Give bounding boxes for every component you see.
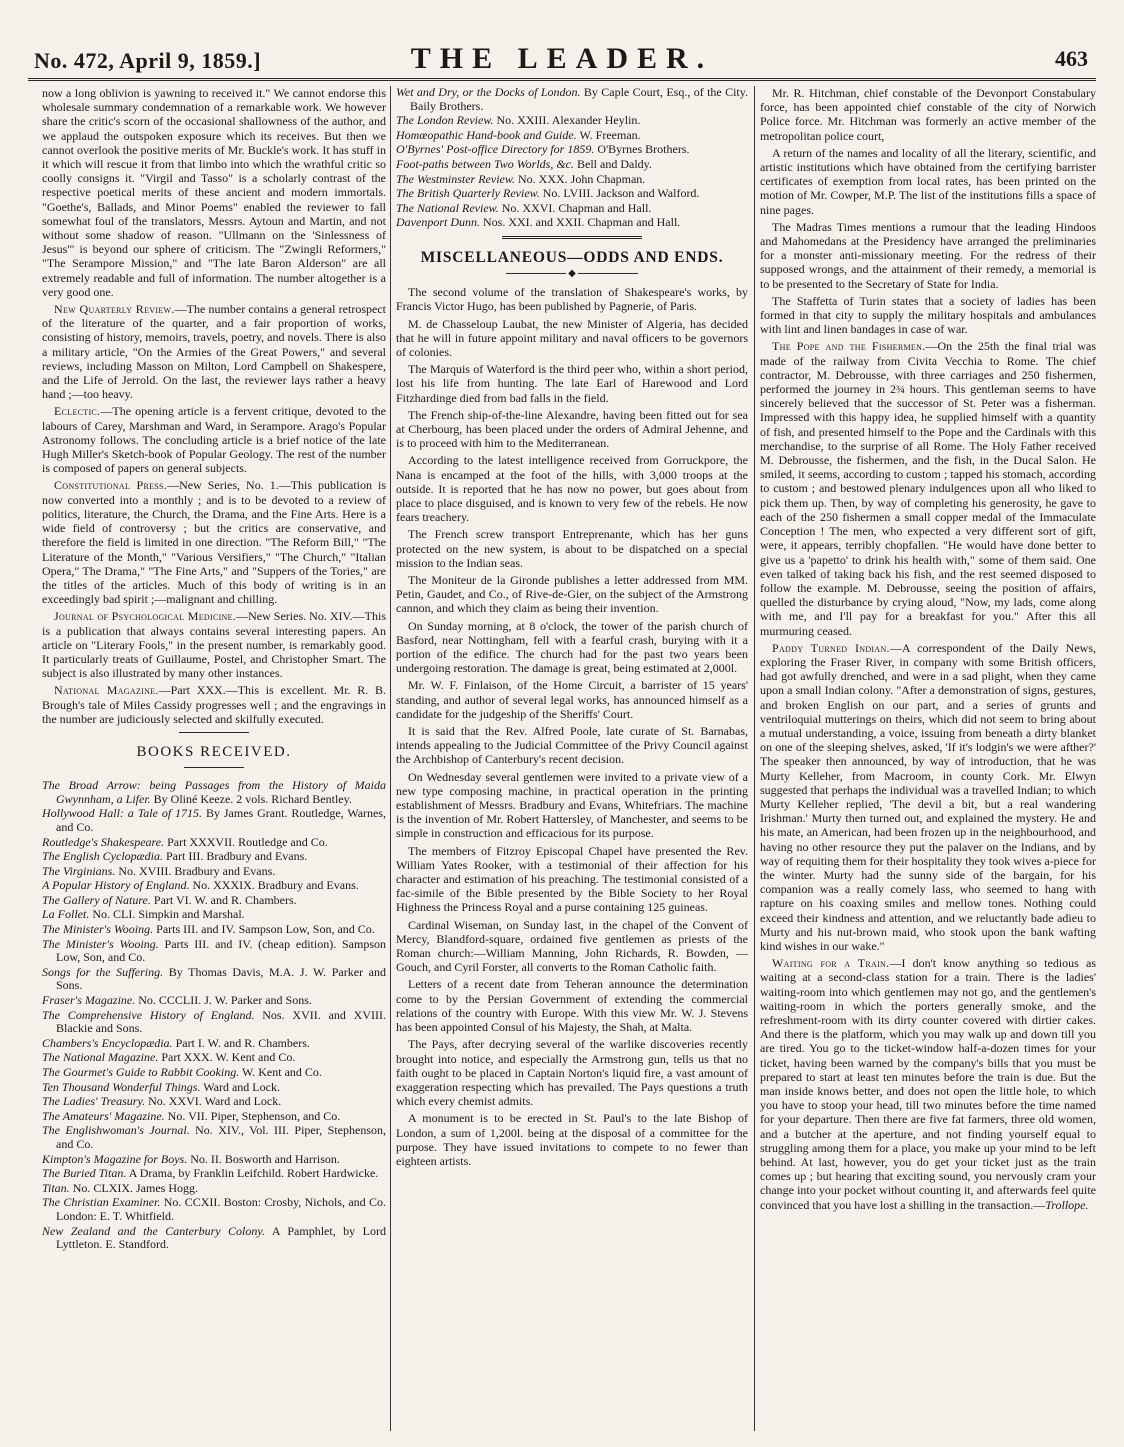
misc-paragraph: The Marquis of Waterford is the third peer who, within a short period, lost his life from hunting. The late Earl of Harewood and Lord Fitzhardinge died from bad falls in the field.: [396, 362, 748, 405]
misc-paragraph: On Wednesday several gentlemen were invited to a private view of a new type composing machine, in practical operation in the printing establishment of Messrs. Bradbury and Evans, Whitefriars. The machine is the invention of Mr. Robert Hattersley, of Manchester, and seems to be simple in construction and efficacious for its purpose.: [396, 769, 748, 841]
review-paragraph: [42, 404, 386, 475]
book-entry: [42, 894, 386, 908]
book-title: The Broad Arrow: being Passages from the History of Maida Gwynnham, a Lifer.: [42, 778, 386, 806]
book-publisher: Part III. Bradbury and Evans.: [166, 849, 308, 864]
news-signature: Trollope.: [1045, 1197, 1089, 1212]
book-title: Homœopathic Hand-book and Guide.: [396, 127, 577, 142]
book-title: Chambers's Encyclopædia.: [42, 1035, 173, 1050]
book-title: The Englishwoman's Journal.: [42, 1123, 190, 1138]
book-publisher: Part XXXVII. Routledge and Co.: [167, 834, 328, 849]
book-publisher: Bell and Daldy.: [577, 156, 652, 171]
book-entry: [42, 850, 386, 864]
book-title: The Ladies' Treasury.: [42, 1094, 146, 1109]
book-title: Hollywood Hall: a Tale of 1715.: [42, 806, 203, 821]
article-paragraph: now a long oblivion is yawning to received it." We cannot endorse this wholesale summary condemnation of a remarkable work. We however share the critic's scorn of the occasional shallowness of the author, and we applaud the outspoken exposure which its receives. But then we cannot overlook the positive merits of Mr. Buckle's work. It has stuff in it which will rescue it from that limbo into which the wrathful critic so coolly consigns it. "Virgil and Tasso" is a scholarly contrast of the respective poetical merits of these ancient and modern immortals. "Goethe's, Ballads, and Minor Poems" enabled the reviewer to fall somewhat foul of the translators, Messrs. Aytoun and Martin, and not without some shadow of reason. "Ullmann on the 'Sinlessness of Jesus'" is beyond our sphere of criticism. The "Zwingli Reformers," "The Serampore Mission," and "The late Baron Alderson" are all extremely readable and full of information. The number altogether is a very good one.: [42, 86, 386, 299]
book-title: Titan.: [42, 1180, 70, 1195]
review-lead: Constitutional Press.: [54, 478, 168, 493]
review-paragraph: [42, 478, 386, 606]
book-title: The Westminster Review.: [396, 171, 515, 186]
books-received-heading: BOOKS RECEIVED.: [136, 743, 292, 760]
section-divider: [179, 732, 249, 733]
book-publisher: A Pamphlet, by Lord Lyttleton. E. Standford.: [56, 1223, 386, 1252]
misc-heading: MISCELLANEOUS—ODDS AND ENDS.: [420, 248, 724, 266]
review-lead: National Magazine.: [54, 683, 159, 698]
section-divider: [502, 236, 642, 239]
news-paragraph: Mr. R. Hitchman, chief constable of the Devonport Constabulary force, has been appointed chief constable of the city of Norwich Police force. Mr. Hitchman was formerly an active member of the metropolitan police court,: [760, 86, 1096, 143]
book-entry: [396, 114, 748, 128]
book-publisher: No. CLXIX. James Hogg.: [72, 1180, 199, 1195]
book-entry: [42, 1225, 386, 1252]
book-title: La Follet.: [42, 907, 90, 922]
book-title: Fraser's Magazine.: [42, 993, 136, 1008]
book-publisher: No. XXVI. Ward and Lock.: [148, 1094, 282, 1109]
book-entry: [42, 923, 386, 937]
review-lead: Journal of Psychological Medicine.: [54, 609, 237, 624]
book-publisher: Nos. XXI. and XXII. Chapman and Hall.: [483, 215, 681, 230]
book-entry: [42, 1110, 386, 1124]
book-publisher: W. Freeman.: [579, 127, 641, 142]
column-3: [760, 86, 1096, 1438]
book-publisher: W. Kent and Co.: [242, 1065, 322, 1080]
misc-paragraph: Letters of a recent date from Teheran announce the determination come to by the Persian Government of extending the commercial relations of the country with Europe. With this view Mr. W. J. Stevens has been appointed Consul of his Majesty, the Shah, at Malta.: [396, 977, 748, 1035]
review-text: —New Series. No. XIV.—This is a publication that always contains several interesting papers. An article on "Literary Fools," in the present number, is remarkably good. It particularly treats of Guillaume, Postel, and Christopher Smart. The subject is also illustrated by many other instances.: [42, 609, 386, 681]
news-text: —On the 25th the final trial was made of the railway from Civita Vecchia to Rome. The chief contractor, M. Debrousse, with three carriages and 250 fishermen, performed the journey in 2¾ hours. This gentleman seems to have sincerely believed that the successor of St. Peter was a fisherman. Impressed with this happy idea, he supplied himself with a quantity of fish, and presented himself to the Pope and the Cardinals with this merchandise, to the surprise of all Rome. The Holy Father received M. Debrousse, the fishermen, and the fish, in the Ducal Salon. He smiled, it seems, according to custom ; tapped his stomach, according to custom ; and bestowed plenary indulgences upon all who liked to pick them up. Then, by way of completing his generosity, he gave to each of the 250 fishermen a small copper medal of the Immaculate Conception ! The men, who expected a very different sort of gift, were, it appears, terribly chopfallen. "He would have done better to give us a 'papetto' to drink his health with," some of them said. One even talked of taking back his fish, and the rest seemed disposed to follow the example. M. Debrousse, seeing the position of affairs, quelled the disturbance by crying aloud, "Now, my lads, come along with me, and I'll pay for a breakfast for you." After this all murmuring ceased.: [760, 339, 1096, 638]
news-text: —I don't know anything so tedious as waiting at a second-class station for a train. There is the ladies' waiting-room into which gentlemen may not go, and the gentlemen's waiting-room in which the porters generally smoke, and the refreshment-room with its dirty counter covered with dirtier cakes. And there is the platform, which you may walk up and down till you are tired. You go to the ticket-window half-a-dozen times for your ticket, having been warned by the company's bills that you must be prepared to start at least ten minutes before the train is due. But the man inside knows better, and does not open the little hole, to which you have to stoop your head, till two minutes before the time named for your departure. Then there are five fat farmers, three old women, and a butcher at the aperture, and not finding yourself equal to struggling among them for a place, you make up your mind to be left behind. At last, however, you do get your ticket just as the train comes up ; but hearing that exciting sound, you nervously cram your change into your pocket without counting it, and afterwards feel quite convinced that you have lost a shilling in the transaction.—: [760, 956, 1096, 1212]
review-text: —Part XXX.—This is excellent. Mr. R. B. Brough's tale of Miles Cassidy progresses well ; and the engravings in the number are judiciously selected and skilfully executed.: [42, 683, 386, 726]
review-text: —The number contains a general retrospect of the literature of the quarter, and a fair proportion of works, consisting of history, memoirs, travels, poetry, and novels. There is also a military article, "On the Armies of the Great Powers," and several reviews, including Masson on Milton, Lord Campbell on Shakespere, and the Life of Jerrold. On the last, the reviewer lays rather a heavy hand ;—too heavy.: [42, 302, 386, 402]
book-title: The Christian Examiner.: [42, 1195, 161, 1210]
column-rule-2: [754, 86, 755, 1431]
book-title: The Buried Titan.: [42, 1166, 127, 1181]
book-title: The Minister's Wooing.: [42, 922, 154, 937]
book-publisher: Part XXX. W. Kent and Co.: [161, 1050, 296, 1065]
column-2: [396, 86, 748, 1438]
book-title: The London Review.: [396, 113, 494, 128]
book-title: The National Review.: [396, 200, 499, 215]
column-rule-1: [390, 86, 391, 1431]
book-title: A Popular History of England.: [42, 878, 190, 893]
book-title: The Virginians.: [42, 863, 116, 878]
book-entry: [42, 779, 386, 806]
misc-paragraph: The Moniteur de la Gironde publishes a letter addressed from MM. Petin, Gaudet, and Co., of Rive-de-Gier, on the subject of the Armstrong cannon, and which they claim as being their invention.: [396, 573, 748, 616]
review-paragraph: [42, 302, 386, 401]
book-title: The Gourmet's Guide to Rabbit Cooking.: [42, 1065, 240, 1080]
book-title: Wet and Dry, or the Docks of London.: [396, 86, 581, 99]
book-entry: [42, 1009, 386, 1036]
misc-paragraph: M. de Chasseloup Laubat, the new Minister of Algeria, has decided that he will in future appoint military and naval officers to be governors of colonies.: [396, 316, 748, 359]
review-paragraph: [42, 683, 386, 726]
book-publisher: By Caple Court, Esq., of the City. Baily Brothers.: [410, 86, 748, 113]
book-entry: [42, 1066, 386, 1080]
masthead: [28, 14, 1096, 81]
book-publisher: No. II. Bosworth and Harrison.: [190, 1151, 340, 1166]
news-lead: Waiting for a Train.: [772, 956, 890, 971]
book-publisher: By Thomas Davis, M.A. J. W. Parker and Sons.: [56, 964, 386, 993]
book-publisher: Part I. W. and R. Chambers.: [175, 1035, 310, 1050]
book-entry: [42, 1167, 386, 1181]
book-entry: [42, 1051, 386, 1065]
review-text: —New Series, No. 1.—This publication is now converted into a monthly ; and is to be devoted to a review of politics, literature, the Church, the Drama, and the Fine Arts. Here is a wide field of controversy ; but the critics are conservative, and therefore the field is limited in one direction. "The Reform Bill," "The Literature of the Month," "Various Versifiers," "The Church," "Italian Opera," The Drama," "The Fine Arts," and "Suppers of the Tories," are the titles of the articles. Much of this body of writing is in an exceedingly bad spirit ;—malignant and chilling.: [42, 478, 386, 607]
book-entry: [42, 1037, 386, 1051]
book-title: Davenport Dunn.: [396, 215, 480, 230]
books-received-list-continued: [396, 86, 748, 230]
book-entry: [396, 216, 748, 230]
book-publisher: A Drama, by Franklin Leifchild. Robert Hardwicke.: [128, 1166, 379, 1181]
book-title: New Zealand and the Canterbury Colony.: [42, 1223, 266, 1238]
review-text: —The opening article is a fervent critique, devoted to the labours of Carey, Marshman and Ward, in Serampore. Arago's Popular Astronomy follows. The concluding article is a brief notice of the late Hugh Miller's Sketch-book of Popular Geology. The rest of the number is composed of papers on general subjects.: [42, 404, 386, 476]
book-title: The Comprehensive History of England.: [42, 1007, 255, 1022]
book-entry: [396, 202, 748, 216]
news-paragraph: [760, 641, 1096, 953]
book-entry: [396, 143, 748, 157]
book-title: Kimpton's Magazine for Boys.: [42, 1151, 188, 1166]
book-title: O'Byrnes' Post-office Directory for 1859.: [396, 142, 595, 157]
page-number: 463: [1055, 46, 1088, 71]
column-1: [42, 86, 386, 1438]
book-entry: [42, 1182, 386, 1196]
book-publisher: By James Grant. Routledge, Warnes, and Co.: [56, 806, 386, 834]
book-publisher: No. XIV., Vol. III. Piper, Stephenson, and Co.: [56, 1123, 386, 1151]
book-entry: [396, 86, 748, 113]
book-entry: [42, 994, 386, 1008]
book-entry: [42, 865, 386, 879]
misc-paragraph: The second volume of the translation of Shakespeare's works, by Francis Victor Hugo, has been published by Pagnerie, of Paris.: [396, 285, 748, 314]
misc-paragraph: The members of Fitzroy Episcopal Chapel have presented the Rev. William Yates Rooker, with a testimonial of their affection for his character and estimation of his preaching. The testimonial consisted of a fac-simile of the Bible presented by the Bible Society to her Royal Highness the Princess Royal and a purse containing 125 guineas.: [396, 843, 748, 915]
book-title: The Gallery of Nature.: [42, 892, 151, 907]
book-publisher: No. XVIII. Bradbury and Evans.: [118, 863, 276, 878]
book-publisher: No. LVIII. Jackson and Walford.: [542, 186, 700, 201]
book-title: Foot-paths between Two Worlds, &c.: [396, 156, 574, 171]
news-paragraph: [760, 339, 1096, 637]
book-title: The British Quarterly Review.: [396, 186, 540, 201]
book-title: Ten Thousand Wonderful Things.: [42, 1079, 201, 1094]
book-entry: [396, 187, 748, 201]
book-publisher: No. VII. Piper, Stephenson, and Co.: [167, 1108, 341, 1123]
book-publisher: No. XXXIX. Bradbury and Evans.: [192, 878, 359, 893]
review-lead: New Quarterly Review.: [54, 302, 175, 317]
misc-items: [396, 285, 748, 1168]
book-publisher: By Oliné Keeze. 2 vols. Richard Bentley.: [153, 791, 352, 806]
book-entry: [42, 908, 386, 922]
misc-paragraph: The French ship-of-the-line Alexandre, having been fitted out for sea at Cherbourg, has been placed under the orders of Admiral Jehenne, and is to proceed with him to the Mediterranean.: [396, 407, 748, 451]
book-entry: [396, 129, 748, 143]
misc-paragraph: On Sunday morning, at 8 o'clock, the tower of the parish church of Basford, near Nottingham, fell with a fearful crash, burying with it a portion of the edifice. The church had for the past two years been undergoing restoration. The damage is great, being estimated at 2,000l.: [396, 618, 748, 676]
book-publisher: No. XXVI. Chapman and Hall.: [501, 200, 652, 215]
book-entry: [42, 938, 386, 965]
book-entry: [42, 1124, 386, 1151]
news-paragraph: [760, 956, 1096, 1212]
review-lead: Eclectic.: [54, 404, 101, 419]
book-entry: [42, 966, 386, 993]
book-entry: [42, 836, 386, 850]
book-publisher: No. CLI. Simpkin and Marshal.: [92, 907, 245, 922]
news-text: —A correspondent of the Daily News, exploring the Fraser River, in company with some British officers, had got awfully drenched, and were in a sad plight, when they came upon a small Indian colony. "After a demonstration of signs, gestures, and broken English on our part, and a series of grunts and ventriloquial mutterings on theirs, which did not seem to bring about a mutual understanding, a voice, issuing from beneath a dirty blanket on one of the sleeping shelves, asked, 'If it's lodgin's we were afther?' The speaker then announced, by way of introduction, that he was Murty Kelleher, from Macroom, in county Cork. Mr. Elwyn suggested that perhaps the individual was a travelled Indian; to which Murty Kelleher replied, 'The devil a bit, but a real wandering Irishman.' Murty then turned out, and explained the mystery. He and his mate, an American, had been frozen up in the neighbourhood, and having no other resource they put the palaver on the Indians, and by way of requiting them for their hospitality they took wives a-piece for the winter. Murty had the sunny side of the bargain, for his companion was a really comely lass, who seemed to hang with rapture on his coaxing smiles and mellow tones. Nothing could exceed their kindness and attention, and we reluctantly bade adieu to Murty and his nut-brown maid, who stook upon the bank wafting kind wishes in our wake.": [760, 640, 1096, 953]
book-publisher: Parts III. and IV. (cheap edition). Sampson Low, Son, and Co.: [56, 936, 386, 965]
newspaper-title: THE LEADER.: [410, 42, 714, 75]
book-title: The English Cyclopædia.: [42, 849, 163, 864]
news-lead: Paddy Turned Indian.: [772, 640, 890, 655]
misc-paragraph: Cardinal Wiseman, on Sunday last, in the chapel of the Convent of Mercy, Blandford-square, ordained five gentlemen as priests of the Roman church:—William Manning, John Richards, R. Bowden, —Gouch, and Cyril Forster, all converts to the Roman Catholic faith.: [396, 917, 748, 975]
news-paragraph: The Staffetta of Turin states that a society of ladies has been formed in that city to supply the military hospitals and ambulances with lint and linen bandages in case of war.: [760, 293, 1096, 337]
misc-paragraph: A monument is to be erected in St. Paul's to the late Bishop of London, a sum of 1,200l. being at the disposal of a committee for the purpose. They have issued invitations to compete to no fewer than eighteen artists.: [396, 1111, 748, 1168]
book-title: The Amateurs' Magazine.: [42, 1108, 165, 1123]
misc-paragraph: The Pays, after decrying several of the warlike discoveries recently brought into notice, and especially the Armstrong gun, tells us that no faith ought to be placed in Captain Norton's liquid fire, a vast amount of exaggeration respecting which has prevailed. The Pays questions a truth which every chemist admits.: [396, 1037, 748, 1109]
book-publisher: No. XXX. John Chapman.: [517, 171, 646, 186]
book-entry: [396, 158, 748, 172]
book-title: Routledge's Shakespeare.: [42, 834, 165, 849]
book-title: The National Magazine.: [42, 1050, 159, 1065]
book-entry: [396, 173, 748, 187]
book-title: The Minister's Wooing.: [42, 936, 159, 951]
review-paragraph: [42, 609, 386, 680]
heading-ornament: [42, 763, 386, 773]
book-entry: [42, 879, 386, 893]
book-publisher: No. CCXII. Boston: Crosby, Nichols, and Co. London: E. T. Whitfield.: [56, 1195, 386, 1223]
books-received-list: [42, 779, 386, 1252]
book-title: Songs for the Suffering.: [42, 964, 164, 979]
misc-paragraph: The French screw transport Entreprenante, which has her guns protected on the new system, is about to be dispatched on a special mission to the Indian seas.: [396, 527, 748, 570]
book-publisher: Ward and Lock.: [203, 1079, 280, 1094]
book-publisher: No. CCCLII. J. W. Parker and Sons.: [138, 993, 312, 1008]
book-publisher: Parts III. and IV. Sampson Low, Son, and Co.: [156, 922, 375, 937]
misc-paragraph: Mr. W. F. Finlaison, of the Home Circuit, a barrister of 15 years' standing, and author of several legal works, has announced himself as a candidate for the judgeship of the Sheriffs' Court.: [396, 678, 748, 721]
book-entry: [42, 1095, 386, 1109]
misc-paragraph: According to the latest intelligence received from Gorruckpore, the Nana is encamped at the foot of the hills, with 3,000 troops at the outside. It is reported that he has now no power, but goes about from place to place disguised, and is known to very few of the rebels. He now fears treachery.: [396, 453, 748, 525]
news-paragraph: A return of the names and locality of all the literary, scientific, and artistic institutions which have obtained from the certifying barrister certificates of exemption from local rates, has been printed on the motion of Mr. Cowper, M.P. The list of the institutions fills a space of nine pages.: [760, 145, 1096, 217]
book-entry: [42, 1081, 386, 1095]
misc-paragraph: It is said that the Rev. Alfred Poole, late curate of St. Barnabas, intends appealing to the Judicial Committee of the Privy Council against the Archbishop of Canterbury's recent decision.: [396, 724, 748, 767]
news-paragraph: The Madras Times mentions a rumour that the leading Hindoos and Mahomedans at the Presidency have arranged the preliminaries for a monster anti-missionary meeting. For the redress of their supposed wrongs, and the attainment of their remedy, a memorial is to be presented to the Secretary of State for India.: [760, 219, 1096, 291]
book-publisher: Nos. XVII. and XVIII. Blackie and Sons.: [56, 1007, 386, 1036]
issue-date: No. 472, April 9, 1859.]: [34, 48, 262, 73]
news-lead: The Pope and the Fishermen.: [772, 339, 926, 354]
book-publisher: No. XXIII. Alexander Heylin.: [496, 113, 641, 128]
book-entry: [42, 807, 386, 834]
heading-ornament: ◆: [396, 269, 748, 279]
book-publisher: Part VI. W. and R. Chambers.: [153, 892, 297, 907]
book-publisher: O'Byrnes Brothers.: [597, 142, 690, 157]
book-entry: [42, 1153, 386, 1167]
book-entry: [42, 1196, 386, 1223]
